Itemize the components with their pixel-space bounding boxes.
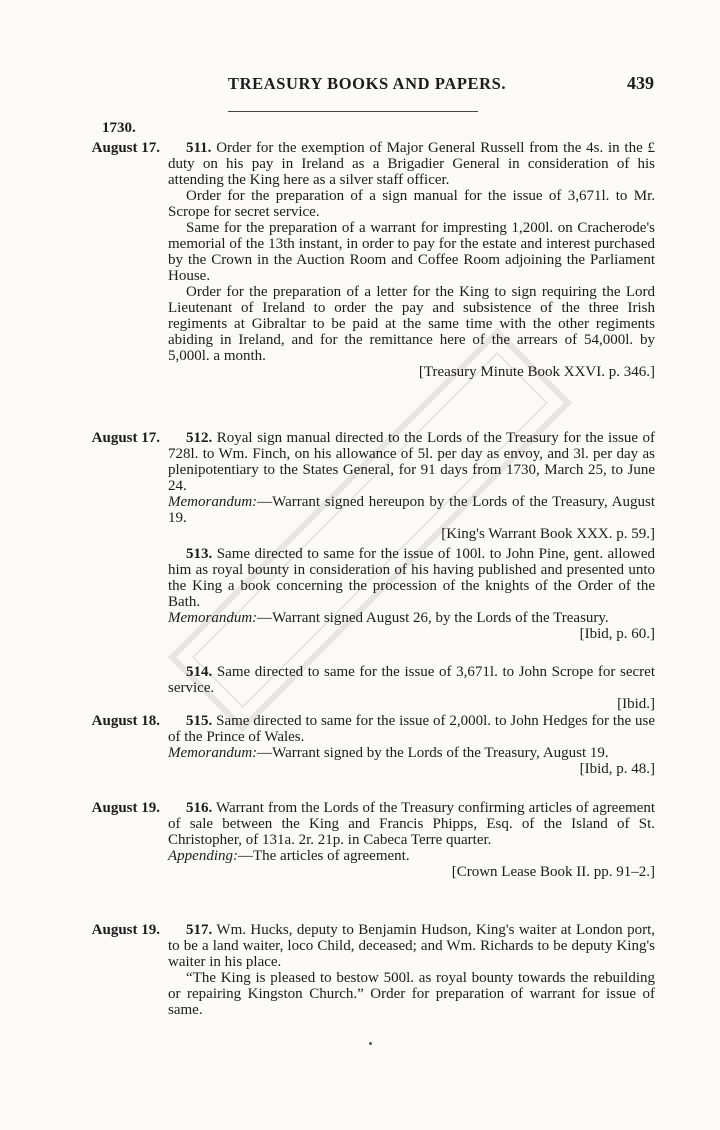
entry-paragraph: Royal sign manual directed to the Lords of the Treasury for the issue of 728l. to Wm. Finch, on his allowance of 5l. per day as envoy, and 3l. per day as plenipotentiary to the States General, for 91 days from 1730, March 25, to June 24. xyxy=(168,430,656,494)
entry-body xyxy=(168,430,655,542)
entry-date: August 17. xyxy=(91,140,160,156)
entry-paragraph: Order for the preparation of a letter for the King to sign requiring the Lord Lieutenant of Ireland to order the pay and subsistence of the three Irish regiments at Gibraltar to be paid at the same time with the other regiments abiding in Ireland, and for the remittance here of the arrears of 54,000l. by 5,000l. a month. xyxy=(168,284,655,364)
entry-paragraph: Order for the preparation of a sign manual for the issue of 3,671l. to Mr. Scrope for secret service. xyxy=(168,188,655,220)
entry-number: 516. xyxy=(186,800,213,816)
entry-paragraph: Same directed to same for the issue of 100l. to John Pine, gent. allowed him as royal bounty in consideration of his having published and presented unto the King a book concerning the procession of the knights of the Order of the Bath. xyxy=(168,546,656,610)
source-reference: [Treasury Minute Book XXVI. p. 346.] xyxy=(418,364,655,380)
source-reference: [Crown Lease Book II. pp. 91–2.] xyxy=(451,864,655,880)
entry-body xyxy=(168,664,655,712)
memo-text: —Warrant signed August 26, by the Lords of the Treasury. xyxy=(257,610,609,626)
entry-date: August 19. xyxy=(91,800,160,816)
running-title: TREASURY BOOKS AND PAPERS. xyxy=(228,74,507,93)
entry-body xyxy=(168,713,655,777)
source-reference: [King's Warrant Book XXX. p. 59.] xyxy=(441,526,655,542)
memo-text: —The articles of agreement. xyxy=(237,848,410,864)
entry-date: August 18. xyxy=(91,713,160,729)
memo-text: —Warrant signed by the Lords of the Treasury, August 19. xyxy=(257,745,609,761)
source-reference: [Ibid, p. 60.] xyxy=(579,626,655,642)
page-number: 439 xyxy=(627,73,654,93)
source-reference: [Ibid, p. 48.] xyxy=(579,761,655,777)
header-rule xyxy=(228,111,478,112)
memo-label: Memorandum: xyxy=(168,494,258,510)
entry-number: 512. xyxy=(186,430,213,446)
entry-number: 513. xyxy=(186,546,213,562)
entry-body xyxy=(168,922,655,1018)
entry-paragraph: Same directed to same for the issue of 3,671l. to John Scrope for secret service. xyxy=(168,664,655,696)
memo-label: Appending: xyxy=(168,848,238,864)
entry-number: 517. xyxy=(186,922,213,938)
entry-number: 514. xyxy=(186,664,213,680)
entry-number: 515. xyxy=(186,713,213,729)
entry-paragraph: Warrant from the Lords of the Treasury confirming articles of agreement of sale between the King and Francis Phipps, Esq. of the Island of St. Christopher, of 131a. 2r. 21p. in Cabeca Terre quarter. xyxy=(168,800,655,848)
footer-mark xyxy=(369,1042,372,1045)
entry-paragraph: Same directed to same for the issue of 2,000l. to John Hedges for the use of the Prince of Wales. xyxy=(168,713,655,745)
entry-date: August 17. xyxy=(91,430,160,446)
entry-paragraph: “The King is pleased to bestow 500l. as royal bounty towards the rebuilding or repairing Kingston Church.” Order for preparation of warrant for issue of same. xyxy=(168,970,655,1018)
year-heading: 1730. xyxy=(102,120,136,136)
entry-paragraph: Order for the exemption of Major General Russell from the 4s. in the £ duty on his pay in Ireland as a Brigadier General in consideration of his attending the King here as a silver staff officer. xyxy=(168,140,655,188)
memo-text: —Warrant signed hereupon by the Lords of the Treasury, August 19. xyxy=(168,494,655,526)
entry-date: August 19. xyxy=(91,922,160,938)
entry-paragraph: Wm. Hucks, deputy to Benjamin Hudson, King's waiter at London port, to be a land waiter, loco Child, deceased; and Wm. Richards to be deputy King's waiter in his place. xyxy=(168,922,656,970)
entry-body xyxy=(168,546,655,642)
source-reference: [Ibid.] xyxy=(617,696,655,712)
entry-number: 511. xyxy=(186,140,212,156)
memo-label: Memorandum: xyxy=(168,610,258,626)
memo-label: Memorandum: xyxy=(168,745,258,761)
entry-body xyxy=(168,800,655,880)
entry-paragraph: Same for the preparation of a warrant for impresting 1,200l. on Cracherode's memorial of the 13th instant, in order to pay for the estate and interest purchased by the Crown in the Auction Room and Coffee Room adjoining the Parliament House. xyxy=(168,220,655,284)
entry-body xyxy=(168,140,655,380)
running-header xyxy=(0,74,720,98)
